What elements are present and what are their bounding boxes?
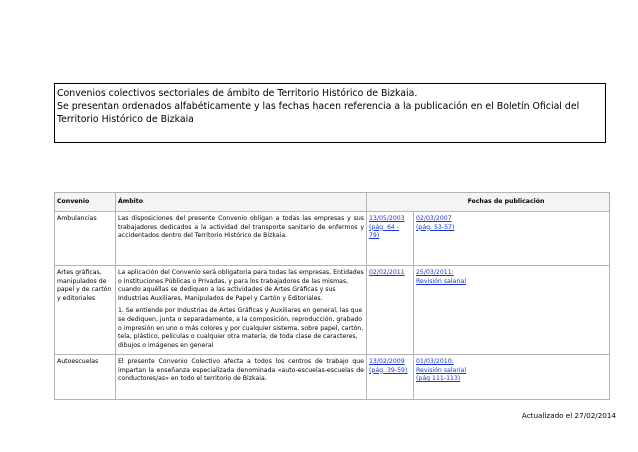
intro-text-line: Territorio Histórico de Bizkaia bbox=[57, 114, 194, 125]
row-ambito bbox=[115, 266, 366, 354]
ambito-paragraph: La aplicación del Convenio será obligatoria para todas las empresas, Entidades o Instituciones Públicas o Privadas, y para los trabajadores de las mismas, cuando aquéllas se dediquen a las actividades de Artes Gráficas y sus Industrias Auxiliares, Manipulados de Papel y Cartón y Editoriales. bbox=[118, 269, 364, 302]
last-updated-note: Actualizado el 27/02/2014 bbox=[521, 411, 616, 420]
row-fecha-publicacion bbox=[366, 355, 413, 399]
ambito-paragraph: 1. Se entiende por Industrias de Artes Gráficas y Auxiliares en general, las que se dediquen, junta o separadamente, a la composición, reproducción, grabado o impresión en uno o más colores y por cualquier sistema, sobre papel, cartón, tela, plástico, películas o cualquier otra materia, de toda clase de caracteres, dibujos o imágenes en general bbox=[118, 307, 364, 349]
intro-box bbox=[54, 83, 606, 143]
row-fecha-modificacion bbox=[413, 355, 609, 399]
row-fecha-modificacion bbox=[413, 266, 609, 354]
header-ambito: Ámbito bbox=[115, 193, 366, 211]
row-fecha-publicacion bbox=[366, 212, 413, 265]
fecha-link[interactable]: 13/05/2003 (pág. 64 - 79) bbox=[369, 215, 405, 240]
row-fecha-publicacion bbox=[366, 266, 413, 354]
row-ambito bbox=[115, 212, 366, 265]
intro-title: Convenios colectivos sectoriales de ámbito de Territorio Histórico de Bizkaia. bbox=[57, 88, 418, 99]
row-convenio: Artes gráficas, manipulados de papel y de cartón y editoriales bbox=[57, 269, 112, 302]
fecha-link[interactable]: 02/02/2011 bbox=[369, 269, 405, 276]
header-convenio: Convenio bbox=[57, 197, 90, 205]
header-fechas: Fechas de publicación bbox=[366, 193, 609, 211]
fecha-link[interactable]: 01/03/2010: Revisión salarial (pág 111-113) bbox=[416, 358, 467, 383]
row-fecha-modificacion bbox=[413, 212, 609, 265]
table-header-row bbox=[55, 193, 609, 211]
table-row bbox=[55, 354, 609, 399]
fecha-link[interactable]: 13/02/2009 (pág. 39-59) bbox=[369, 358, 408, 374]
table-row bbox=[55, 211, 609, 265]
row-convenio: Ambulancias bbox=[57, 215, 97, 222]
fecha-link[interactable]: 25/03/2011: Revisión salarial bbox=[416, 269, 467, 285]
intro-text-line: Se presentan ordenados alfabéticamente y las fechas hacen referencia a la publicación en el Boletín Oficial del bbox=[57, 101, 580, 112]
row-ambito bbox=[115, 355, 366, 399]
ambito-paragraph: El presente Convenio Colectivo afecta a todos los centros de trabajo que impartan la enseñanza especializada denominada «auto-escuelas-escuelas de conductores/as» en todo el territorio de Bizkaia. bbox=[118, 358, 364, 383]
table-row bbox=[55, 265, 609, 354]
row-convenio: Autoescuelas bbox=[57, 358, 99, 365]
ambito-paragraph: Las disposiciones del presente Convenio obligan a todas las empresas y sus trabajadores dedicados a la actividad del transporte sanitario de enfermos y accidentados dentro del Territorio Histórico de Bizkaia. bbox=[118, 215, 364, 240]
agreements-table bbox=[54, 192, 610, 400]
fecha-link[interactable]: 02/03/2007 (pág. 53-57) bbox=[416, 215, 455, 231]
